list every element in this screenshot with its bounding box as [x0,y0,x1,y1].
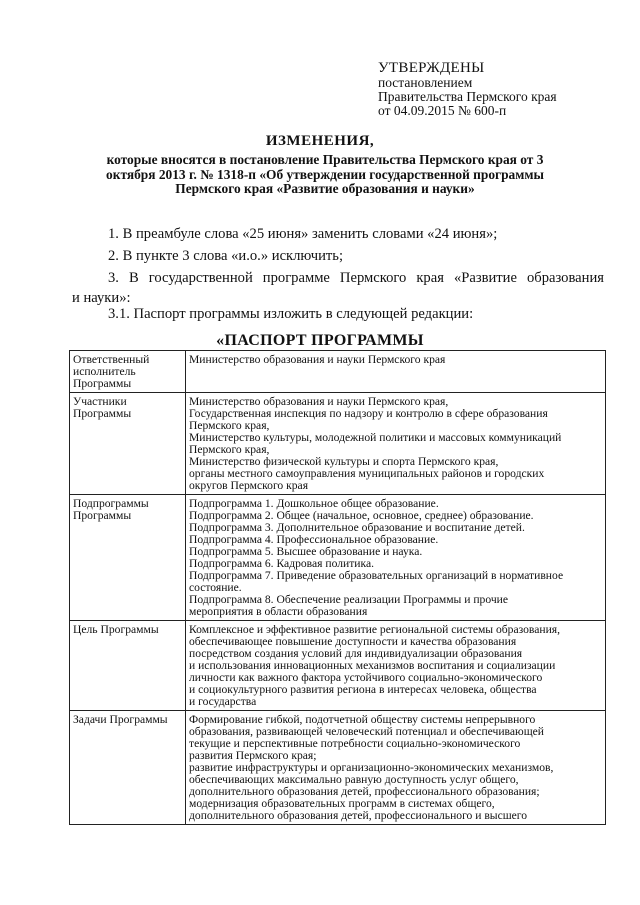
paragraph-1: 1. В преамбуле слова «25 июня» заменить словами «24 июня»; [108,226,498,242]
approval-line: Правительства Пермского края [378,89,557,104]
row-label-line: Программы [73,378,132,390]
row-label-line: Программы [73,408,132,420]
row-value-line: органы местного самоуправления муниципальных районов и городских [189,468,545,480]
paragraph-3-1: 3.1. Паспорт программы изложить в следующей редакции: [108,306,474,322]
row-value-line: Подпрограмма 4. Профессиональное образование. [189,534,439,546]
row-value-line: дополнительного образования детей, профессионального и высшего [189,810,528,822]
row-label-line: Участники [73,396,127,408]
row-value-line: мероприятия в области образования [189,606,368,618]
row-value-line: Подпрограмма 8. Обеспечение реализации Программы и прочие [189,594,509,606]
approval-heading: УТВЕРЖДЕНЫ [378,60,485,76]
row-value-line: Государственная инспекция по надзору и контролю в сфере образования [189,408,548,420]
row-label [70,621,186,711]
row-value-line: Пермского края, [189,444,270,456]
row-value-line: Подпрограмма 2. Общее (начальное, основное, среднее) образование. [189,510,534,522]
row-value-line: Министерство образования и науки Пермского края, [189,396,449,408]
row-label-line: исполнитель [73,366,136,378]
approval-stamp [378,60,557,118]
row-value-line: и государства [189,696,257,708]
table-row [70,393,606,495]
row-value-line: Подпрограмма 6. Кадровая политика. [189,558,374,570]
approval-line: постановлением [378,75,473,90]
row-value-line: текущие и перспективные потребности социально-экономического [189,738,521,750]
row-value-line: Подпрограмма 7. Приведение образовательных организаций в нормативное [189,570,564,582]
row-label-line: Подпрограммы [73,498,149,510]
row-label-line: Цель Программы [73,624,159,636]
row-value-line: модернизация образовательных программ в системах общего, [189,798,495,810]
paragraph-3-continued: и науки»: [72,290,131,306]
row-value [186,351,606,393]
row-value-line: развитие инфраструктуры и организационно-экономических механизмов, [189,762,554,774]
row-label [70,393,186,495]
row-value [186,393,606,495]
row-value-line: Пермского края, [189,420,270,432]
row-value-line: Комплексное и эффективное развитие региональной системы образования, [189,624,561,636]
passport-heading: «ПАСПОРТ ПРОГРАММЫ [216,332,424,349]
row-label-line: Ответственный [73,354,150,366]
row-value-line: Министерство физической культуры и спорта Пермского края, [189,456,499,468]
row-value-line: Министерство культуры, молодежной политики и массовых коммуникаций [189,432,562,444]
row-value-line: округов Пермского края [189,480,309,492]
row-value-line: обеспечивающих максимально равную доступность услуг общего, [189,774,519,786]
row-value-line: Формирование гибкой, подотчетной обществу системы непрерывного [189,714,536,726]
row-value-line: Подпрограмма 3. Дополнительное образование и воспитание детей. [189,522,525,534]
row-value-line: Подпрограмма 5. Высшее образование и наука. [189,546,423,558]
row-value-line: состояние. [189,582,242,594]
row-value-line: дополнительного образования детей, профессионального образования; [189,786,540,798]
row-value [186,621,606,711]
row-value-line: и социокультурного развития региона в интересах человека, общества [189,684,537,696]
row-value [186,711,606,825]
passport-table [69,350,606,825]
document-title: ИЗМЕНЕНИЯ, [265,133,375,149]
row-value-line: Подпрограмма 1. Дошкольное общее образование. [189,498,439,510]
paragraph-2: 2. В пункте 3 слова «и.о.» исключить; [108,248,344,264]
row-value-line: личности как важного фактора устойчивого социально-экономического [189,672,543,684]
passport-table-body [70,351,606,825]
table-row [70,621,606,711]
row-value-line: и использования инновационных механизмов воспитания и социализации [189,660,556,672]
row-label-line: Задачи Программы [73,714,168,726]
row-value-line: обеспечивающее повышение доступности и качества образования [189,636,517,648]
row-label-line: Программы [73,510,132,522]
table-row [70,351,606,393]
document-subtitle: которые вносятся в постановление Правительства Пермского края от 3 октября 2013 г. № 1318-п «Об утверждении государственной программы Пермского края «Развитие образования и науки» [106,152,544,196]
table-row [70,711,606,825]
row-label [70,495,186,621]
paragraph-3: 3. В государственной программе Пермского края «Развитие образования [108,270,604,286]
table-row [70,495,606,621]
row-value-line: посредством создания условий для индивидуализации образования [189,648,523,660]
row-label [70,711,186,825]
row-value-line: образования, развивающей человеческий потенциал и обеспечивающей [189,726,544,738]
approval-line: от 04.09.2015 № 600-п [378,103,507,118]
row-value [186,495,606,621]
row-label [70,351,186,393]
row-value-line: развития Пермского края; [189,750,317,762]
row-value-line: Министерство образования и науки Пермского края [189,354,446,366]
